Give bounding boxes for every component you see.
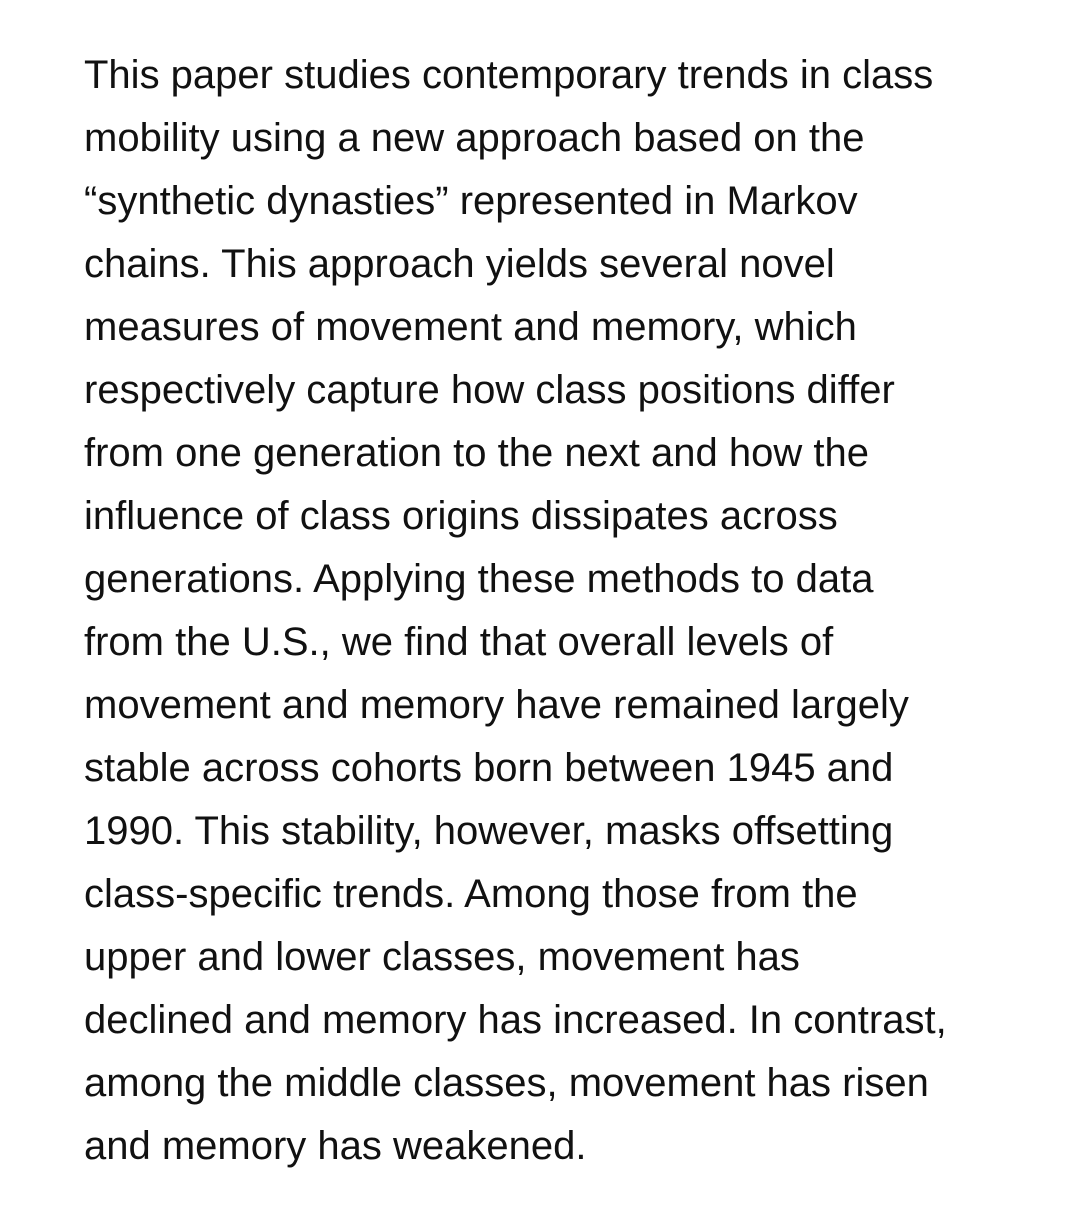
abstract-line: declined and memory has increased. In contrast,	[84, 998, 947, 1042]
abstract-line: class-specific trends. Among those from the	[84, 872, 858, 916]
abstract-line: and memory has weakened.	[84, 1124, 587, 1168]
abstract-line: mobility using a new approach based on the	[84, 116, 865, 160]
abstract-line: from the U.S., we find that overall levels of	[84, 620, 834, 664]
abstract-line: measures of movement and memory, which	[84, 305, 857, 349]
abstract-line: among the middle classes, movement has risen	[84, 1061, 929, 1105]
abstract-line: generations. Applying these methods to data	[84, 557, 874, 601]
abstract-line: upper and lower classes, movement has	[84, 935, 800, 979]
abstract-line: movement and memory have remained largely	[84, 683, 909, 727]
abstract-line: respectively capture how class positions differ	[84, 368, 895, 412]
abstract-line: from one generation to the next and how the	[84, 431, 869, 475]
abstract-line: chains. This approach yields several novel	[84, 242, 835, 286]
abstract-line: influence of class origins dissipates across	[84, 494, 838, 538]
abstract-line: 1990. This stability, however, masks offsetting	[84, 809, 894, 853]
abstract-line: stable across cohorts born between 1945 and	[84, 746, 894, 790]
abstract-line: This paper studies contemporary trends in class	[84, 53, 934, 97]
abstract-paragraph	[84, 44, 1074, 1178]
abstract-line: “synthetic dynasties” represented in Markov	[84, 179, 858, 223]
